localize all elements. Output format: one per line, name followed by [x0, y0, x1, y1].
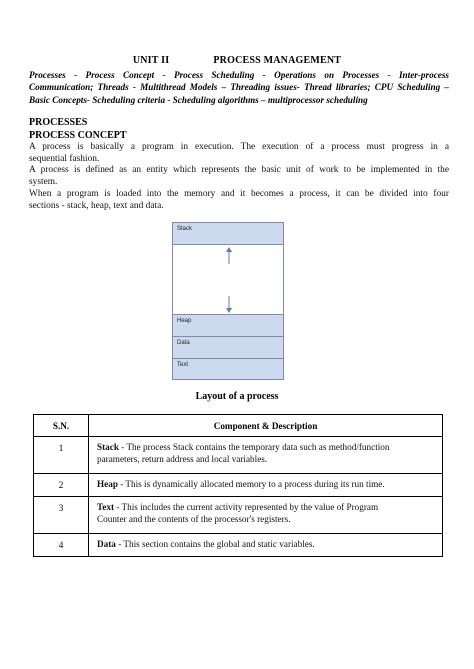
- arrow-up-icon: [225, 247, 233, 265]
- heap-label: Heap: [177, 318, 192, 324]
- row-number: 3: [34, 497, 89, 534]
- unit-title: [0, 55, 474, 66]
- table-row: [34, 437, 443, 474]
- row-term: Text: [97, 502, 115, 512]
- topics-line-3: Basic Concepts- Scheduling criteria - Scheduling algorithms – multiprocessor scheduling: [29, 94, 368, 105]
- text-label: Text: [177, 362, 189, 368]
- topics-line-2: Communication; Threads - Multithread Models – Threading issues- Thread libraries; CPU Scheduling –: [29, 82, 449, 93]
- row-number: 1: [34, 437, 89, 474]
- table-row: [34, 534, 443, 557]
- row-number: 2: [34, 474, 89, 497]
- row-description: [89, 437, 443, 474]
- body-text: [29, 142, 449, 212]
- diagram-caption: Layout of a process: [195, 391, 279, 402]
- paragraph-1-line-1: A process is basically a program in execution. The execution of a process must progress in a: [29, 142, 449, 152]
- row-desc-line-2: parameters, return address and local variables.: [97, 453, 268, 464]
- paragraph-3-line-2: sections - stack, heap, text and data.: [29, 200, 164, 211]
- row-term: Stack: [97, 442, 119, 452]
- row-term: Data: [97, 539, 116, 549]
- heap-segment: [173, 315, 283, 337]
- heading-processes: PROCESSES: [29, 117, 88, 128]
- paragraph-3-line-1: When a program is loaded into the memory and it becomes a process, it can be divided into four: [29, 188, 449, 199]
- text-segment: [173, 359, 283, 379]
- row-description: [89, 534, 443, 557]
- table-row: [34, 474, 443, 497]
- table-header-row: [34, 415, 443, 437]
- row-desc-line-1: - The process Stack contains the temporary data such as method/function: [118, 442, 390, 452]
- row-term: Heap: [97, 479, 118, 489]
- arrow-down-icon: [225, 295, 233, 313]
- data-label: Data: [177, 340, 190, 346]
- paragraph-2-line-2: system.: [29, 177, 58, 188]
- row-desc-line-1: - This includes the current activity represented by the value of Program: [114, 502, 379, 512]
- topics-line-1: Processes - Process Concept - Process Scheduling - Operations on Processes - Inter-process: [29, 70, 449, 80]
- row-desc-line-1: - This is dynamically allocated memory to a process during its run time.: [117, 479, 385, 489]
- row-desc-line-1: - This section contains the global and static variables.: [115, 539, 315, 549]
- row-description: [89, 497, 443, 534]
- process-layout-diagram: [172, 222, 284, 380]
- free-space-segment: [173, 245, 283, 315]
- paragraph-2-line-1: A process is defined as an entity which represents the basic unit of work to be implemented in the: [29, 165, 449, 176]
- component-table: [33, 414, 443, 557]
- row-number: 4: [34, 534, 89, 557]
- syllabus-topics: [29, 69, 449, 106]
- unit-name: PROCESS MANAGEMENT: [213, 55, 342, 66]
- header-component: Component & Description: [89, 415, 443, 437]
- stack-segment: [173, 223, 283, 245]
- table-row: [34, 497, 443, 534]
- stack-label: Stack: [177, 226, 193, 232]
- heading-process-concept: PROCESS CONCEPT: [29, 130, 127, 141]
- row-description: [89, 474, 443, 497]
- header-sn: S.N.: [34, 415, 89, 437]
- row-desc-line-2: Counter and the contents of the processor's registers.: [97, 513, 291, 524]
- unit-number: UNIT II: [132, 55, 170, 66]
- paragraph-1-line-2: sequential fashion.: [29, 153, 100, 164]
- data-segment: [173, 337, 283, 359]
